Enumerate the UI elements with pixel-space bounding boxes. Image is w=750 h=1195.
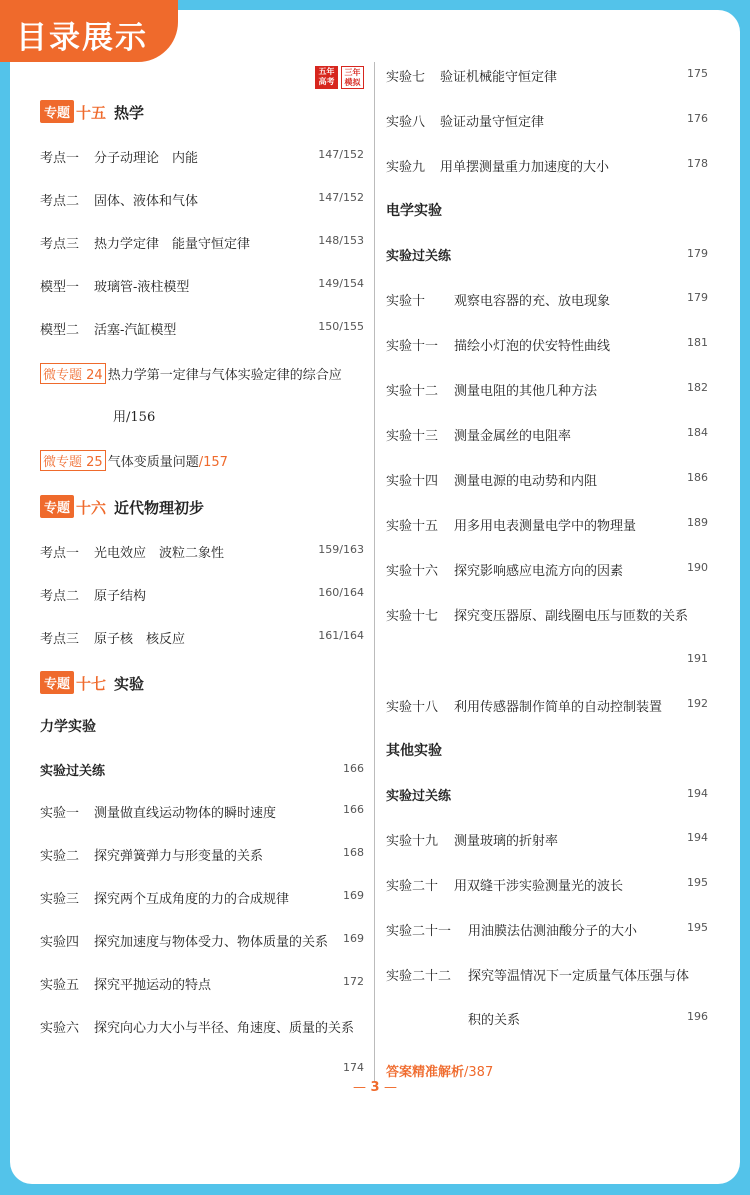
entry-page: 166	[343, 762, 364, 775]
toc-entry[interactable]	[386, 875, 708, 894]
toc-entry[interactable]	[386, 290, 708, 309]
practice-entry[interactable]	[386, 245, 708, 264]
entry-label: 实验八	[386, 115, 426, 130]
entry-label: 实验十	[386, 294, 426, 309]
entry-label: 实验十六	[386, 564, 439, 579]
entry-page: 148/153	[318, 234, 364, 247]
entry-page: 174	[343, 1061, 364, 1074]
logo-text: 五年	[318, 67, 335, 76]
entry-label: 实验二十一	[386, 924, 452, 939]
brand-logo	[315, 66, 364, 89]
toc-entry[interactable]	[386, 66, 708, 85]
entry-label: 实验十九	[386, 834, 439, 849]
toc-entry[interactable]	[386, 156, 708, 175]
entry-title: 探究平抛运动的特点	[94, 978, 212, 993]
entry-label: 考点三	[40, 632, 80, 647]
entry-title: 探究变压器原、副线圈电压与匝数的关系	[454, 609, 689, 624]
entry-page: 190	[687, 561, 708, 574]
toc-entry[interactable]	[386, 380, 708, 399]
logo-box-five-years	[315, 66, 338, 89]
page-number-value: 3	[370, 1080, 380, 1095]
entry-title: 测量金属丝的电阻率	[454, 429, 572, 444]
entry-label: 实验二	[40, 849, 80, 864]
practice-title: 实验过关练	[386, 249, 452, 264]
entry-page: 149/154	[318, 277, 364, 290]
entry-label: 实验二十	[386, 879, 439, 894]
practice-entry[interactable]	[40, 760, 364, 779]
toc-entry[interactable]	[386, 335, 708, 354]
micro-title: 热力学第一定律与气体实验定律的综合应	[107, 368, 342, 383]
entry-page: 189	[687, 516, 708, 529]
entry-title: 探究两个互成角度的力的合成规律	[94, 892, 290, 907]
topic-number: 十七	[76, 675, 107, 693]
answer-page: /387	[464, 1065, 494, 1080]
entry-page: 147/152	[318, 191, 364, 204]
answer-title: 答案精准解析	[386, 1065, 465, 1080]
entry-page: 159/163	[318, 543, 364, 556]
entry-label: 考点一	[40, 546, 80, 561]
micro-title: 气体变质量问题	[107, 455, 199, 470]
entry-label: 实验七	[386, 70, 426, 85]
entry-title: 用油膜法估测油酸分子的大小	[468, 924, 638, 939]
entry-label: 实验四	[40, 935, 80, 950]
entry-label: 模型一	[40, 280, 80, 295]
toc-entry[interactable]	[40, 190, 364, 209]
entry-page: 175	[687, 67, 708, 80]
entry-title: 测量做直线运动物体的瞬时速度	[94, 806, 277, 821]
entry-page: 160/164	[318, 586, 364, 599]
page-number	[0, 1080, 750, 1095]
entry-label: 实验一	[40, 806, 80, 821]
entry-label: 实验十四	[386, 474, 439, 489]
entry-title: 探究等温情况下一定质量气体压强与体	[468, 969, 690, 984]
entry-title: 探究加速度与物体受力、物体质量的关系	[94, 935, 329, 950]
entry-label: 实验十一	[386, 339, 439, 354]
topic-title: 实验	[114, 675, 145, 693]
logo-box-three-years	[341, 66, 364, 89]
toc-entry[interactable]	[40, 585, 364, 604]
entry-page: 195	[687, 876, 708, 889]
toc-entry[interactable]	[386, 696, 708, 715]
topic-heading-15[interactable]	[40, 100, 144, 123]
page-number-dash: —	[384, 1080, 398, 1095]
entry-page: 178	[687, 157, 708, 170]
entry-continuation[interactable]	[468, 1009, 708, 1028]
toc-entry[interactable]	[40, 542, 364, 561]
entry-page: 182	[687, 381, 708, 394]
toc-entry[interactable]	[40, 802, 364, 821]
answer-analysis-entry[interactable]	[386, 1061, 493, 1080]
topic-title: 近代物理初步	[114, 499, 205, 517]
toc-entry[interactable]	[40, 888, 364, 907]
toc-entry[interactable]	[40, 628, 364, 647]
entry-page: 181	[687, 336, 708, 349]
entry-title: 光电效应 波粒二象性	[94, 546, 225, 561]
toc-entry[interactable]	[386, 560, 708, 579]
toc-entry[interactable]	[40, 147, 364, 166]
entry-label: 模型二	[40, 323, 80, 338]
entry-title: 测量玻璃的折射率	[454, 834, 559, 849]
section-electricity: 电学实验	[386, 203, 442, 219]
toc-entry[interactable]	[40, 845, 364, 864]
entry-page: 161/164	[318, 629, 364, 642]
catalog-banner	[0, 0, 178, 62]
toc-entry[interactable]	[386, 830, 708, 849]
practice-title: 实验过关练	[386, 789, 452, 804]
entry-page: 186	[687, 471, 708, 484]
toc-entry[interactable]	[386, 425, 708, 444]
entry-page: 194	[687, 787, 708, 800]
entry-title-cont: 积的关系	[468, 1013, 521, 1028]
entry-page: 194	[687, 831, 708, 844]
toc-entry[interactable]	[386, 605, 708, 624]
entry-title: 利用传感器制作简单的自动控制装置	[454, 700, 663, 715]
column-divider	[374, 62, 375, 1082]
micro-topic-24-continuation[interactable]	[113, 406, 155, 425]
micro-tag: 微专题 25	[40, 450, 106, 471]
entry-label: 实验六	[40, 1021, 80, 1036]
entry-title: 原子核 核反应	[94, 632, 186, 647]
entry-page: 179	[687, 247, 708, 260]
entry-title: 玻璃管-液柱模型	[94, 280, 190, 295]
entry-title: 验证动量守恒定律	[440, 115, 545, 130]
entry-label: 实验十五	[386, 519, 439, 534]
entry-page: 191	[687, 652, 708, 665]
entry-label: 实验五	[40, 978, 80, 993]
section-mechanics: 力学实验	[40, 719, 96, 735]
toc-entry[interactable]	[40, 276, 364, 295]
page-number-dash: —	[352, 1080, 366, 1095]
entry-page: 192	[687, 697, 708, 710]
topic-number: 十六	[76, 499, 107, 517]
entry-title: 探究向心力大小与半径、角速度、质量的关系	[94, 1021, 355, 1036]
entry-title: 分子动理论 内能	[94, 151, 199, 166]
entry-label: 实验十三	[386, 429, 439, 444]
toc-entry[interactable]	[386, 920, 708, 939]
toc-entry[interactable]	[40, 233, 364, 252]
topic-number: 十五	[76, 104, 107, 122]
logo-text: 模拟	[344, 78, 361, 87]
logo-text: 三年	[344, 68, 361, 77]
entry-title: 活塞-汽缸模型	[94, 323, 177, 338]
entry-page: 169	[343, 932, 364, 945]
practice-title: 实验过关练	[40, 764, 106, 779]
entry-label: 考点一	[40, 151, 80, 166]
topic-heading-17[interactable]	[40, 671, 144, 694]
entry-page: 168	[343, 846, 364, 859]
entry-page: 179	[687, 291, 708, 304]
entry-label: 实验二十二	[386, 969, 452, 984]
entry-title: 描绘小灯泡的伏安特性曲线	[454, 339, 611, 354]
toc-entry[interactable]	[386, 965, 708, 984]
topic-title: 热学	[114, 104, 145, 122]
entry-label: 考点二	[40, 194, 80, 209]
entry-title: 验证机械能守恒定律	[440, 70, 558, 85]
toc-entry[interactable]	[40, 974, 364, 993]
entry-page: 196	[687, 1010, 708, 1023]
entry-label: 实验十二	[386, 384, 439, 399]
entry-page: 176	[687, 112, 708, 125]
micro-page: /156	[126, 410, 156, 425]
practice-entry[interactable]	[386, 785, 708, 804]
entry-title: 固体、液体和气体	[94, 194, 199, 209]
entry-title: 用单摆测量重力加速度的大小	[440, 160, 610, 175]
micro-page: /157	[198, 455, 228, 470]
micro-topic-25[interactable]	[40, 450, 370, 471]
toc-entry[interactable]	[386, 470, 708, 489]
entry-page: 166	[343, 803, 364, 816]
micro-topic-24[interactable]	[40, 363, 370, 384]
entry-page: 195	[687, 921, 708, 934]
entry-page: 150/155	[318, 320, 364, 333]
entry-label: 实验十八	[386, 700, 439, 715]
entry-title: 探究影响感应电流方向的因素	[454, 564, 624, 579]
entry-label: 考点三	[40, 237, 80, 252]
toc-entry[interactable]	[386, 515, 708, 534]
entry-title: 测量电源的电动势和内阻	[454, 474, 598, 489]
micro-tag: 微专题 24	[40, 363, 106, 384]
entry-title: 探究弹簧弹力与形变量的关系	[94, 849, 264, 864]
micro-title-cont: 用	[113, 410, 127, 425]
toc-entry[interactable]	[40, 931, 364, 950]
entry-label: 考点二	[40, 589, 80, 604]
entry-page: 172	[343, 975, 364, 988]
logo-text: 高考	[318, 77, 335, 86]
entry-page: 147/152	[318, 148, 364, 161]
toc-entry[interactable]	[40, 319, 364, 338]
entry-label: 实验九	[386, 160, 426, 175]
topic-tag: 专题	[40, 495, 74, 518]
entry-label: 实验十七	[386, 609, 439, 624]
entry-title: 热力学定律 能量守恒定律	[94, 237, 251, 252]
topic-tag: 专题	[40, 671, 74, 694]
toc-entry[interactable]	[40, 1017, 364, 1036]
entry-label: 实验三	[40, 892, 80, 907]
topic-tag: 专题	[40, 100, 74, 123]
entry-title: 用双缝干涉实验测量光的波长	[454, 879, 624, 894]
entry-page: 169	[343, 889, 364, 902]
entry-title: 观察电容器的充、放电现象	[454, 294, 611, 309]
section-other: 其他实验	[386, 743, 442, 759]
entry-title: 原子结构	[94, 589, 147, 604]
toc-entry[interactable]	[386, 111, 708, 130]
banner-title: 目录展示	[16, 20, 148, 56]
entry-page: 184	[687, 426, 708, 439]
topic-heading-16[interactable]	[40, 495, 204, 518]
entry-title: 用多用电表测量电学中的物理量	[454, 519, 637, 534]
entry-title: 测量电阻的其他几种方法	[454, 384, 598, 399]
